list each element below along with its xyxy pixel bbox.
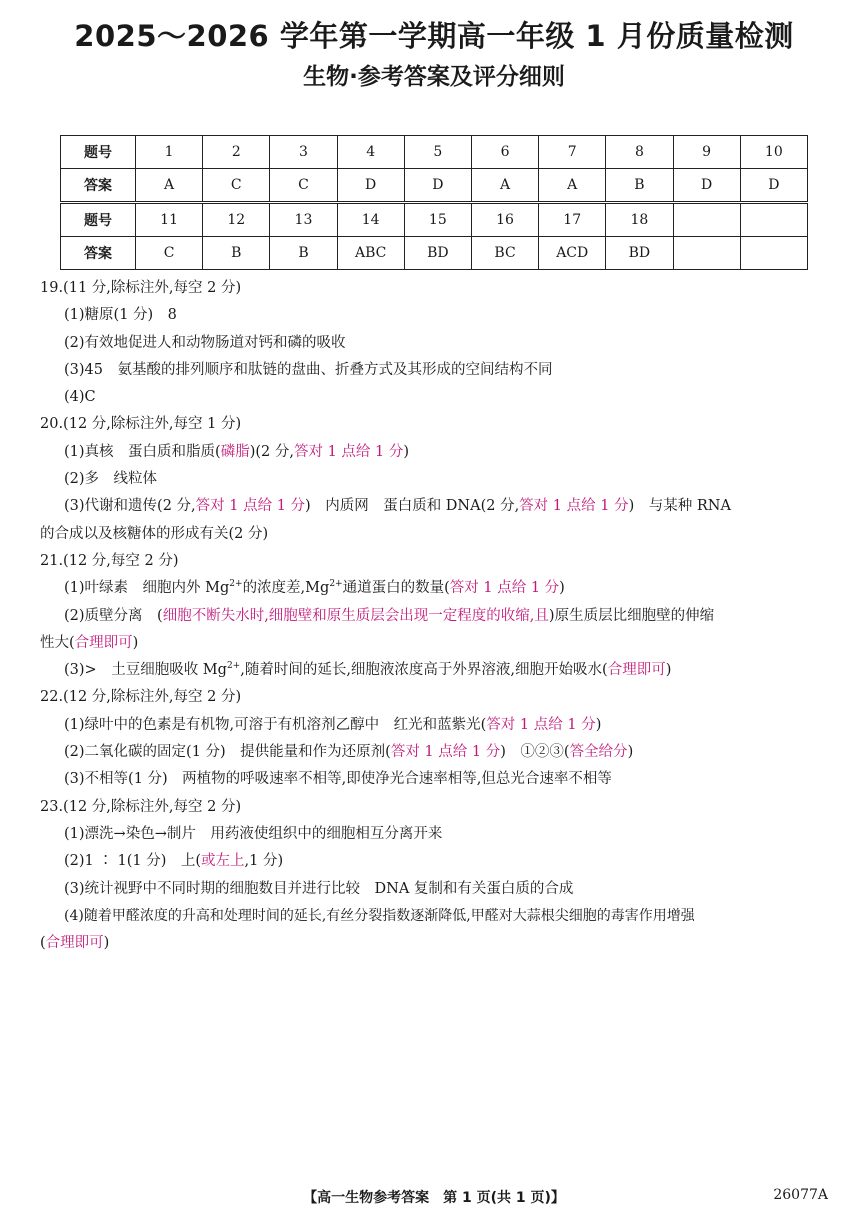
text: ) — [403, 443, 410, 460]
scoring-note: 答对 1 点给 1 分 — [293, 443, 404, 460]
q23-answer-3: (3)统计视野中不同时期的细胞数目并进行比较 DNA 复制和有关蛋白质的合成 — [64, 880, 574, 897]
text: )原生质层比细胞壁的伸缩 — [548, 607, 715, 624]
table-cell: 16 — [471, 204, 538, 237]
superscript: 2+ — [226, 661, 241, 672]
text: ) — [595, 716, 602, 733]
label-question-number: 题号 — [61, 136, 136, 169]
table-cell: A — [471, 169, 538, 202]
table-cell: 14 — [337, 204, 404, 237]
q19-answer-4: (4)C — [64, 389, 96, 406]
table-row — [61, 237, 808, 270]
table-cell: BD — [606, 237, 673, 270]
q21-answer-3 — [40, 657, 830, 684]
text: (1)绿叶中的色素是有机物,可溶于有机溶剂乙醇中 红光和蓝紫光( — [64, 716, 487, 733]
text: ) — [132, 634, 139, 651]
q21-answer-2-cont — [40, 630, 830, 657]
scoring-note: 合理即可 — [74, 634, 133, 651]
answer-table-1 — [60, 135, 808, 202]
answer-table-2 — [60, 203, 808, 270]
label-answer: 答案 — [61, 237, 136, 270]
q23-answer-1: (1)漂洗→染色→制片 用药液使组织中的细胞相互分离开来 — [64, 825, 443, 842]
table-cell: 15 — [404, 204, 471, 237]
label-question-number: 题号 — [61, 204, 136, 237]
text: ) — [665, 662, 672, 679]
question-21-heading: 21.(12 分,每空 2 分) — [40, 552, 179, 569]
q19-answer-1: (1)糖原(1 分) 8 — [64, 307, 177, 324]
q20-answer-3-cont: 的合成以及核糖体的形成有关(2 分) — [40, 525, 269, 542]
table-cell: 6 — [471, 136, 538, 169]
text: (2)1 ∶ 1(1 分) 上( — [64, 853, 202, 870]
table-cell: 5 — [404, 136, 471, 169]
text: 的浓度差,Mg — [242, 580, 330, 597]
label-answer: 答案 — [61, 169, 136, 202]
q20-answer-1 — [40, 439, 830, 466]
table-cell: B — [270, 237, 337, 270]
q23-answer-4: (4)随着甲醛浓度的升高和处理时间的延长,有丝分裂指数逐渐降低,甲醛对大蒜根尖细胞的毒害作用增强 — [64, 907, 695, 924]
table-cell: 4 — [337, 136, 404, 169]
table-row — [61, 136, 808, 169]
text: (1)叶绿素 细胞内外 Mg — [64, 580, 230, 597]
scoring-note: 答对 1 点给 1 分 — [449, 580, 560, 597]
table-cell: B — [203, 237, 270, 270]
table-cell: 13 — [270, 204, 337, 237]
q19-answer-3: (3)45 氨基酸的排列顺序和肽链的盘曲、折叠方式及其形成的空间结构不同 — [64, 361, 553, 378]
table-row — [61, 169, 808, 202]
text: (1)真核 蛋白质和脂质( — [64, 443, 221, 460]
table-cell: D — [673, 169, 740, 202]
table-cell: D — [740, 169, 807, 202]
question-23-heading: 23.(12 分,除标注外,每空 2 分) — [40, 798, 242, 815]
table-cell — [673, 204, 740, 237]
scoring-note: 答对 1 点给 1 分 — [195, 498, 306, 515]
question-19-heading: 19.(11 分,除标注外,每空 2 分) — [40, 280, 242, 296]
table-cell: 12 — [203, 204, 270, 237]
q20-answer-3 — [40, 493, 830, 520]
table-cell: ABC — [337, 237, 404, 270]
scoring-note: 答对 1 点给 1 分 — [519, 498, 629, 515]
text: )(2 分, — [249, 443, 294, 460]
table-cell: C — [136, 237, 203, 270]
scoring-note: 合理即可 — [45, 935, 104, 952]
table-cell: 11 — [136, 204, 203, 237]
table-cell: B — [606, 169, 673, 202]
table-cell: C — [270, 169, 337, 202]
text: ,随着时间的延长,细胞液浓度高于外界溶液,细胞开始吸水( — [240, 662, 608, 679]
table-cell: 7 — [539, 136, 606, 169]
table-cell: ACD — [539, 237, 606, 270]
table-cell: 17 — [539, 204, 606, 237]
document-code: 26077A — [773, 1187, 828, 1203]
answer-explanations — [40, 275, 830, 957]
q22-answer-3: (3)不相等(1 分) 两植物的呼吸速率不相等,即使净光合速率相等,但总光合速率不相等 — [64, 771, 612, 788]
table-cell: 1 — [136, 136, 203, 169]
text: (2)质壁分离 ( — [64, 607, 163, 624]
text: ) — [559, 580, 565, 597]
scoring-note: 细胞不断失水时,细胞壁和原生质层会出现一定程度的收缩,且 — [162, 607, 549, 624]
table-cell: BD — [404, 237, 471, 270]
text: ( — [40, 935, 46, 952]
table-cell: A — [539, 169, 606, 202]
text: (3)代谢和遗传(2 分, — [64, 498, 196, 515]
superscript: 2+ — [329, 579, 343, 590]
table-cell — [673, 237, 740, 270]
table-cell — [740, 204, 807, 237]
text: 通道蛋白的数量( — [342, 580, 450, 597]
scoring-note: 合理即可 — [607, 662, 666, 679]
text: ,1 分) — [244, 853, 284, 870]
text: (3)> 土豆细胞吸收 Mg — [64, 662, 227, 679]
text: ) — [103, 935, 110, 952]
q22-answer-1 — [40, 712, 830, 739]
q23-answer-2 — [40, 848, 830, 875]
scoring-note: 答全给分 — [569, 744, 628, 761]
table-cell: 3 — [270, 136, 337, 169]
q19-answer-2: (2)有效地促进人和动物肠道对钙和磷的吸收 — [64, 334, 346, 351]
table-cell: A — [136, 169, 203, 202]
q21-answer-2 — [40, 603, 830, 630]
table-cell: BC — [471, 237, 538, 270]
q23-answer-4-cont — [40, 930, 830, 957]
table-cell: 2 — [203, 136, 270, 169]
q20-answer-2: (2)多 线粒体 — [64, 471, 158, 488]
text: ) 内质网 蛋白质和 DNA(2 分, — [305, 498, 520, 515]
table-cell: D — [337, 169, 404, 202]
table-cell: D — [404, 169, 471, 202]
table-cell: C — [203, 169, 270, 202]
table-cell: 10 — [740, 136, 807, 169]
table-cell: 18 — [606, 204, 673, 237]
question-22-heading: 22.(12 分,除标注外,每空 2 分) — [40, 689, 242, 706]
text: ) ①②③( — [500, 744, 570, 761]
table-row — [61, 204, 808, 237]
text: ) 与某种 RNA — [628, 498, 731, 515]
page-title: 2025～2026 学年第一学期高一年级 1 月份质量检测 — [74, 19, 794, 53]
text: ) — [627, 744, 634, 761]
question-20-heading: 20.(12 分,除标注外,每空 1 分) — [40, 416, 242, 433]
table-cell: 9 — [673, 136, 740, 169]
q22-answer-2 — [40, 739, 830, 766]
scoring-note: 磷脂 — [220, 443, 250, 460]
table-cell: 8 — [606, 136, 673, 169]
text: (2)二氧化碳的固定(1 分) 提供能量和作为还原剂( — [64, 744, 391, 761]
text: 性大( — [40, 634, 75, 651]
scoring-note: 答对 1 点给 1 分 — [486, 716, 596, 733]
page-footer: 【高一生物参考答案 第 1 页(共 1 页)】 — [303, 1190, 565, 1206]
superscript: 2+ — [229, 579, 243, 590]
scoring-note: 或左上 — [201, 853, 245, 870]
q21-answer-1 — [40, 575, 830, 602]
table-cell — [740, 237, 807, 270]
scoring-note: 答对 1 点给 1 分 — [390, 744, 501, 761]
page-subtitle: 生物·参考答案及评分细则 — [303, 64, 565, 90]
